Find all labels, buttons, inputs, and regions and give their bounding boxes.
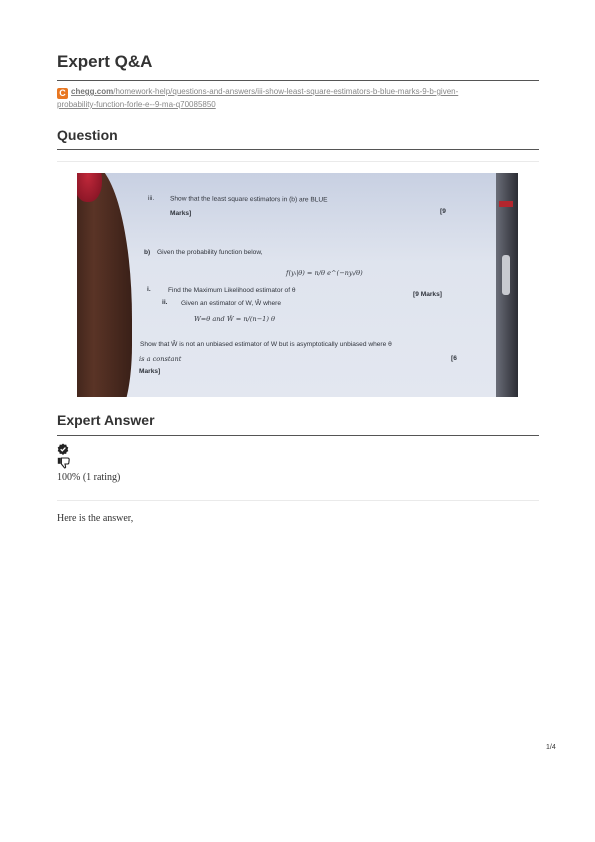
slot-mark (502, 255, 510, 295)
question-top-rule (57, 161, 539, 162)
source-url[interactable]: chegg.com/homework-help/questions-and-answers/iii-show-least-square-estimators-b-blue-marks-9-b-given- probability-function-forle-e--9-ma-q70085850 (57, 87, 459, 109)
answer-divider (57, 435, 539, 436)
photo-w-def: W=θ and Ŵ = n/(n−1) θ (194, 315, 276, 323)
verified-badge-icon (57, 443, 69, 455)
photo-const-text: is a constant (139, 355, 182, 363)
fingernail-shape (77, 173, 102, 202)
photo-marks-word-a: Marks] (170, 210, 192, 217)
photo-text-i: Find the Maximum Likelihood estimator of θ (168, 287, 296, 294)
title-divider (57, 80, 539, 81)
finger-shape (77, 173, 132, 397)
red-mark (499, 201, 513, 207)
photo-label-b: b) (144, 249, 151, 256)
photo-label-iii: iii. (148, 195, 155, 202)
photo-show-text: Show that Ŵ is not an unbiased estimator of W but is asymptotically unbiased where θ (140, 341, 392, 348)
photo-label-ii: ii. (162, 299, 168, 306)
photo-marks-6: [6 (451, 355, 457, 362)
photo-marks-word-b: Marks] (139, 368, 161, 375)
thumbs-down-icon[interactable] (57, 457, 71, 469)
question-divider (57, 149, 539, 150)
page-number: 1/4 (546, 744, 556, 751)
photo-marks-9a: [9 (440, 208, 446, 215)
photo-text-iii: Show that the least square estimators in (b) are BLUE (169, 195, 328, 204)
photo-label-i: i. (147, 286, 151, 293)
photo-text-b: Given the probability function below, (157, 249, 263, 256)
rating-text: 100% (1 rating) (57, 472, 121, 483)
chegg-logo-icon: C (57, 88, 68, 99)
answer-heading: Expert Answer (57, 412, 155, 428)
question-photo (77, 173, 518, 397)
desk-edge (496, 173, 518, 397)
photo-marks-i: [9 Marks] (413, 291, 442, 298)
photo-text-ii: Given an estimator of W, Ŵ where (181, 300, 282, 307)
answer-body: Here is the answer, (57, 513, 134, 524)
photo-formula: f(yᵢ|θ) = n/θ e^(−nyᵢ/θ) (286, 269, 363, 277)
source-link[interactable] (57, 86, 527, 110)
question-heading: Question (57, 127, 118, 143)
answer-top-rule (57, 500, 539, 501)
page-title: Expert Q&A (57, 52, 153, 71)
